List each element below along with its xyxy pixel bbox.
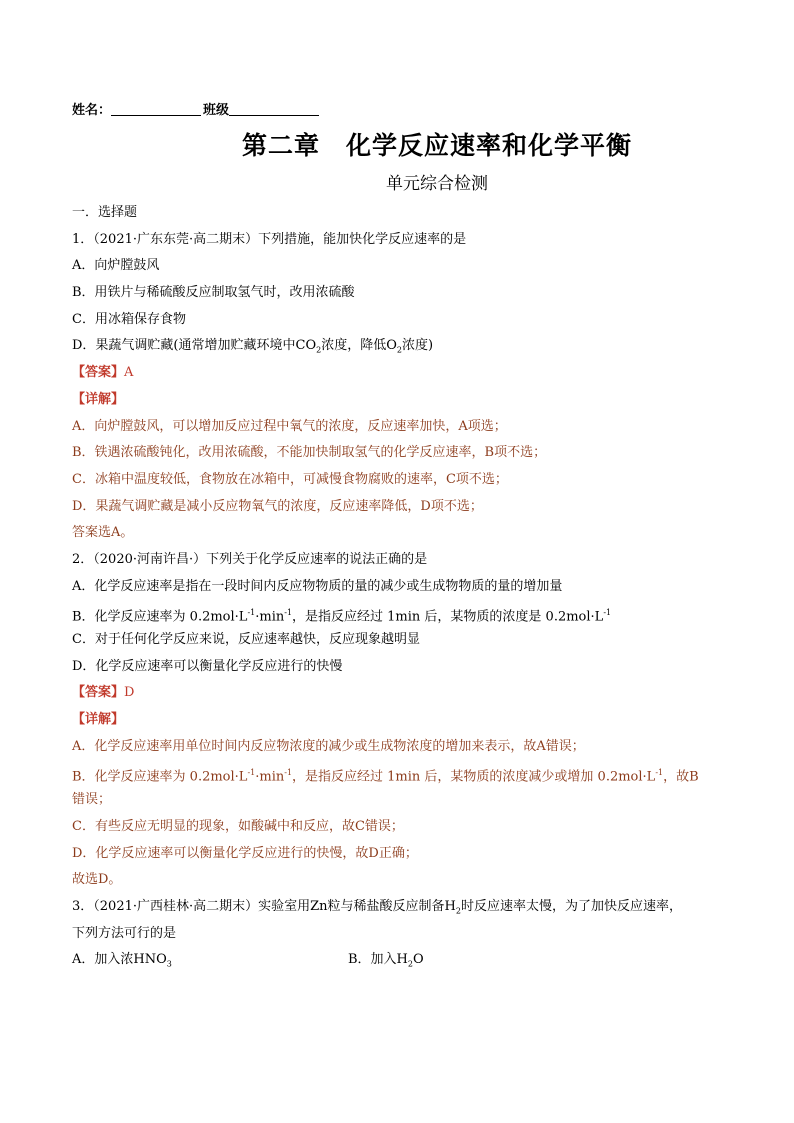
q3-option-a: [72, 947, 348, 974]
q2-answer-label: 【答案】: [72, 685, 125, 701]
q3-stem: [72, 894, 722, 921]
q3-option-a-sub: 3: [166, 959, 172, 969]
q2-detail-b-text: B．化学反应速率为 0.2mol·L: [72, 769, 248, 785]
q1-answer-value: A: [124, 365, 134, 381]
q2-detail-b-continued: 错误；: [72, 792, 112, 808]
q2-option-b-mid: ·min: [255, 609, 285, 625]
q2-detail-b-sup2: -1: [284, 768, 293, 778]
q2-detail-d: D．化学反应速率可以衡量化学反应进行的快慢，故D正确；: [72, 845, 418, 861]
q2-detail-c: C．有些反应无明显的现象，如酸碱中和反应，故C错误；: [72, 818, 404, 834]
q1-option-d-sub1: 2: [316, 346, 322, 356]
q1-option-a: A．向炉膛鼓风: [72, 258, 160, 274]
q2-option-b-sup2: -1: [284, 608, 293, 618]
q2-conclusion: 故选D。: [72, 872, 122, 888]
q2-option-c: C．对于任何化学反应来说，反应速率越快，反应现象越明显: [72, 632, 420, 647]
q2-detail-label: 【详解】: [72, 712, 125, 728]
class-label: 班级: [203, 103, 230, 118]
q2-answer-value: D: [124, 685, 135, 701]
q2-detail-b-mid: ·min: [255, 769, 285, 785]
q3-stem-text: 3．（2021·广西桂林·高二期末）实验室用Zn粒与稀盐酸反应制备H: [72, 898, 456, 914]
document-content: [72, 100, 722, 974]
q1-detail-a: A．向炉膛鼓风，可以增加反应过程中氧气的浓度，反应速率加快，A项选；: [72, 418, 507, 434]
q3-option-b-post: O: [412, 952, 424, 968]
q1-answer-label: 【答案】: [72, 365, 125, 381]
q3-stem-sub: 2: [455, 906, 461, 916]
q1-detail-label: 【详解】: [72, 391, 125, 407]
chapter-title: 第二章 化学反应速率和化学平衡: [241, 131, 632, 160]
q1-detail-b: B．铁遇浓硫酸钝化，改用浓硫酸，不能加快制取氢气的化学反应速率，B项不选；: [72, 445, 547, 461]
q2-detail-b-sup3: -1: [655, 768, 664, 778]
class-blank[interactable]: [229, 101, 319, 116]
q1-option-d-sub2: 2: [396, 346, 402, 356]
q1-option-d: [72, 333, 722, 360]
chapter-subtitle: 单元综合检测: [386, 174, 488, 194]
q3-stem-post: 时反应速率太慢，为了加快反应速率，: [460, 898, 682, 914]
q2-option-b: [72, 600, 722, 627]
q2-answer: [72, 680, 722, 707]
q1-answer: [72, 360, 722, 387]
q1-option-d-post: 浓度): [401, 338, 434, 354]
q1-option-b: B．用铁片与稀硫酸反应制取氢气时，改用浓硫酸: [72, 285, 355, 301]
q1-option-c: C．用冰箱保存食物: [72, 311, 186, 327]
q2-option-b-sup1: -1: [247, 608, 256, 618]
q3-options-row: [72, 947, 722, 974]
q2-detail-b-mid2: ，是指反应经过 1min 后，某物质的浓度减少或增加 0.2mol·L: [292, 769, 656, 785]
q2-option-b-text: B．化学反应速率为 0.2mol·L: [72, 609, 248, 625]
q1-detail-d: D．果蔬气调贮藏是减小反应物氧气的浓度，反应速率降低，D项不选；: [72, 498, 483, 514]
section-heading: 一．选择题: [72, 205, 138, 220]
q1-conclusion: 答案选A。: [72, 525, 134, 541]
name-blank[interactable]: [111, 101, 201, 116]
q2-detail-b-post: ，故B: [663, 769, 699, 785]
q2-option-a: A．化学反应速率是指在一段时间内反应物物质的量的减少或生成物物质的量的增加量: [72, 578, 563, 594]
q3-option-b-text: B．加入H: [348, 952, 408, 968]
q1-stem: 1．（2021·广东东莞·高二期末）下列措施，能加快化学反应速率的是: [72, 231, 467, 247]
q2-detail-a: A．化学反应速率用单位时间内反应物浓度的减少或生成物浓度的增加来表示，故A错误；: [72, 738, 585, 754]
q1-option-d-mid: 浓度，降低O: [321, 338, 397, 354]
name-class-line: [72, 100, 722, 122]
q3-option-b: [348, 947, 624, 974]
q1-option-d-text: D．果蔬气调贮藏(通常增加贮藏环境中CO: [72, 338, 317, 354]
q2-option-b-mid2: ，是指反应经过 1min 后，某物质的浓度是 0.2mol·L: [292, 609, 604, 625]
q2-option-b-sup3: -1: [603, 608, 612, 618]
q2-option-d: D．化学反应速率可以衡量化学反应进行的快慢: [72, 658, 343, 674]
q3-option-b-sub: 2: [407, 959, 413, 969]
name-label: 姓名：: [72, 103, 112, 118]
q3-stem-continued: 下列方法可行的是: [72, 925, 177, 941]
q2-stem: 2．（2020·河南许昌·）下列关于化学反应速率的说法正确的是: [72, 551, 428, 567]
q2-detail-b: [72, 760, 722, 787]
q1-detail-c: C．冰箱中温度较低，食物放在冰箱中，可减慢食物腐败的速率，C项不选；: [72, 471, 508, 487]
q3-option-a-text: A．加入浓HNO: [72, 952, 167, 968]
q2-detail-b-sup1: -1: [247, 768, 256, 778]
